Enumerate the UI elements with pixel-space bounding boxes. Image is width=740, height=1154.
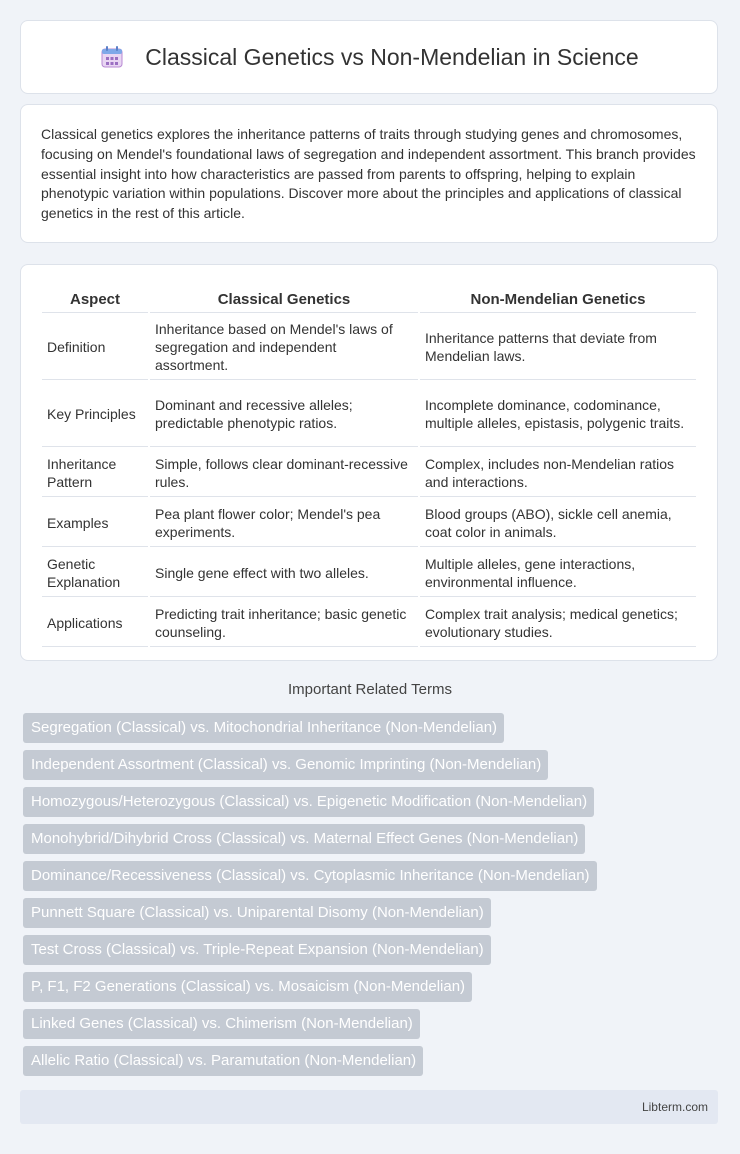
row-aspect: Genetic Explanation [42,549,148,597]
related-term-link[interactable]: Dominance/Recessiveness (Classical) vs. Cytoplasmic Inheritance (Non-Mendelian) [23,861,597,891]
row-non-mendelian: Multiple alleles, gene interactions, environmental influence. [420,549,696,597]
calendar-icon [99,44,125,70]
table-row [42,499,696,547]
comparison-table [40,285,698,649]
row-non-mendelian: Blood groups (ABO), sickle cell anemia, coat color in animals. [420,499,696,547]
row-aspect: Inheritance Pattern [42,449,148,497]
row-aspect: Examples [42,499,148,547]
comparison-table-card [20,264,718,661]
related-term-link[interactable]: P, F1, F2 Generations (Classical) vs. Mosaicism (Non-Mendelian) [23,972,472,1002]
related-term-link[interactable]: Segregation (Classical) vs. Mitochondrial Inheritance (Non-Mendelian) [23,713,504,743]
row-aspect: Definition [42,315,148,380]
table-row [42,599,696,647]
table-row [42,382,696,447]
related-term-link[interactable]: Allelic Ratio (Classical) vs. Paramutation (Non-Mendelian) [23,1046,423,1076]
row-classical: Predicting trait inheritance; basic genetic counseling. [150,599,418,647]
related-term-link[interactable]: Monohybrid/Dihybrid Cross (Classical) vs. Maternal Effect Genes (Non-Mendelian) [23,824,585,854]
row-non-mendelian: Inheritance patterns that deviate from Mendelian laws. [420,315,696,380]
related-terms-heading: Important Related Terms [288,681,452,698]
row-aspect: Key Principles [42,382,148,447]
row-non-mendelian: Complex trait analysis; medical genetics; evolutionary studies. [420,599,696,647]
intro-card [20,104,718,243]
related-term-link[interactable]: Linked Genes (Classical) vs. Chimerism (Non-Mendelian) [23,1009,420,1039]
related-terms-list [23,713,713,1083]
row-classical: Inheritance based on Mendel's laws of segregation and independent assortment. [150,315,418,380]
table-row [42,549,696,597]
table-row [42,449,696,497]
related-term-link[interactable]: Punnett Square (Classical) vs. Uniparental Disomy (Non-Mendelian) [23,898,491,928]
page-title: Classical Genetics vs Non-Mendelian in Science [145,43,639,70]
row-classical: Dominant and recessive alleles; predictable phenotypic ratios. [150,382,418,447]
header-classical: Classical Genetics [150,287,418,313]
related-term-link[interactable]: Independent Assortment (Classical) vs. Genomic Imprinting (Non-Mendelian) [23,750,548,780]
row-non-mendelian: Complex, includes non-Mendelian ratios and interactions. [420,449,696,497]
header-aspect: Aspect [42,287,148,313]
row-aspect: Applications [42,599,148,647]
related-term-link[interactable]: Test Cross (Classical) vs. Triple-Repeat Expansion (Non-Mendelian) [23,935,491,965]
title-card [20,20,718,94]
row-classical: Pea plant flower color; Mendel's pea experiments. [150,499,418,547]
header-non-mendelian: Non-Mendelian Genetics [420,287,696,313]
footer [20,1090,718,1124]
related-term-link[interactable]: Homozygous/Heterozygous (Classical) vs. Epigenetic Modification (Non-Mendelian) [23,787,594,817]
intro-paragraph: Classical genetics explores the inheritance patterns of traits through studying genes and chromosomes, focusing on Mendel's foundational laws of segregation and independent assortment. This branch provides essential insight into how characteristics are passed from parents to offspring, helping to explain phenotypic variation within populations. Discover more about the principles and applications of classical genetics in the rest of this article. [41,126,696,222]
table-row [42,315,696,380]
footer-brand-link[interactable]: Libterm.com [641,1100,708,1114]
row-non-mendelian: Incomplete dominance, codominance, multiple alleles, epistasis, polygenic traits. [420,382,696,447]
row-classical: Simple, follows clear dominant-recessive rules. [150,449,418,497]
row-classical: Single gene effect with two alleles. [150,549,418,597]
table-header-row [42,287,696,313]
